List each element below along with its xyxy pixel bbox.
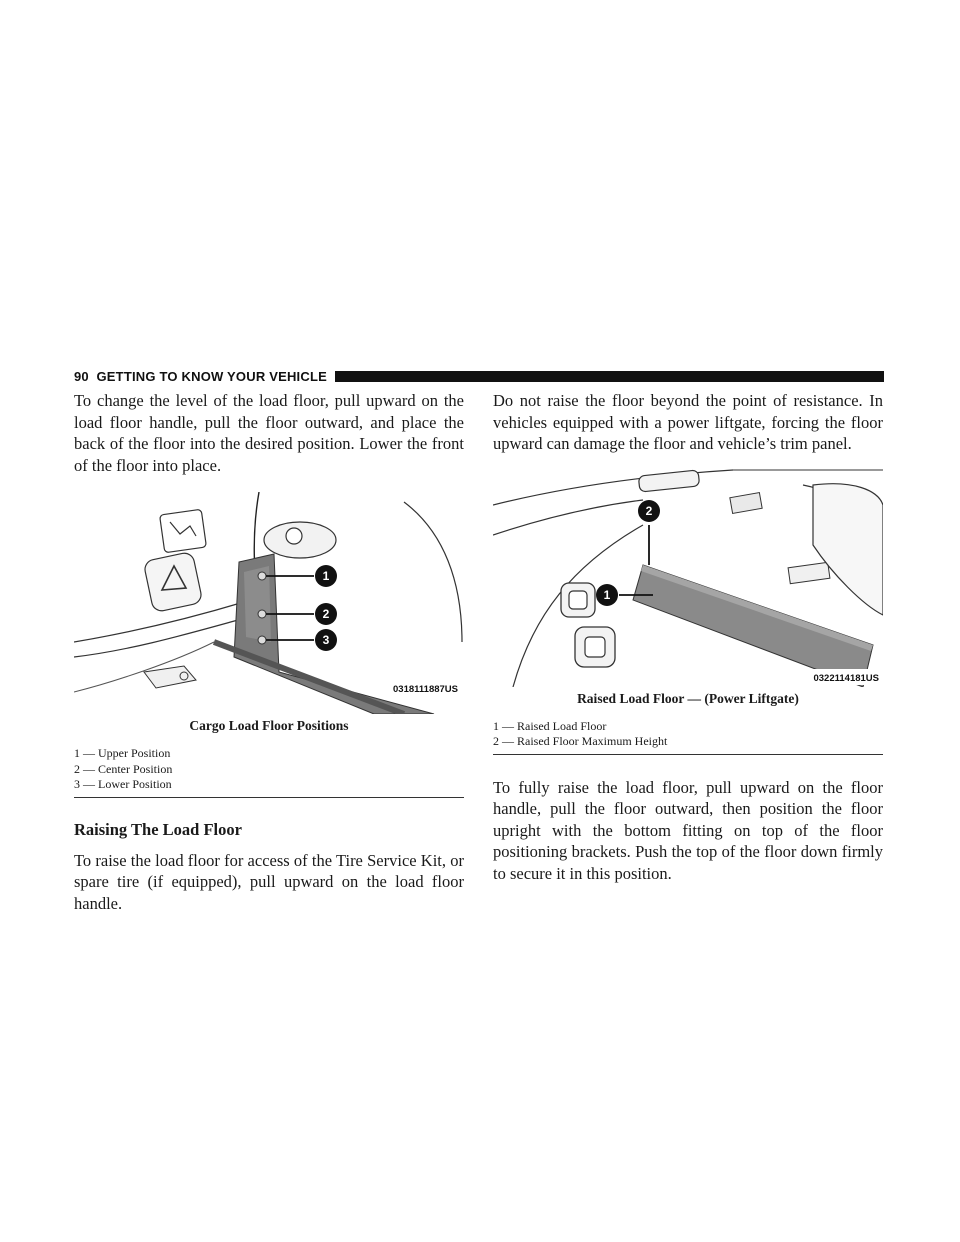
page-header: [74, 367, 884, 385]
legend-item: 2 — Center Position: [74, 761, 173, 776]
cargo-load-floor-figure: [74, 492, 464, 798]
section-title: GETTING TO KNOW YOUR VEHICLE: [96, 368, 327, 384]
right-body-paragraph: To fully raise the load floor, pull upward on the floor handle, pull the floor outward, then position the floor upright with the bottom fitting on top of the floor positioning brackets. Push the top of the floor down firmly to secure it in this position.: [493, 777, 883, 883]
svg-text:1: 1: [603, 587, 611, 602]
section-body: To raise the load floor for access of the Tire Service Kit, or spare tire (if equipped), pull upward on the load floor handle.: [74, 850, 464, 913]
section-heading: Raising The Load Floor: [74, 819, 242, 839]
callout-3: [315, 629, 337, 651]
figure-caption: Cargo Load Floor Positions: [189, 718, 349, 733]
header-text: [74, 369, 327, 384]
cargo-load-floor-illustration: [74, 492, 464, 714]
raised-load-floor-figure: [493, 465, 883, 755]
callout-2: [638, 500, 660, 522]
callout-2: [315, 603, 337, 625]
figure-caption: Raised Load Floor — (Power Liftgate): [577, 690, 799, 706]
right-intro-paragraph: Do not raise the floor beyond the point of resistance. In vehicles equipped with a power liftgate, forcing the floor upward can damage the floor and vehicle’s trim panel.: [493, 391, 883, 453]
legend-item: 1 — Raised Load Floor: [493, 718, 607, 733]
legend-item: 3 — Lower Position: [74, 777, 172, 791]
left-column: [74, 390, 464, 914]
callout-1: [596, 584, 618, 606]
right-column: [493, 390, 883, 884]
figure-code: 0322114181US: [813, 672, 879, 684]
left-intro-paragraph: To change the level of the load floor, pull upward on the load floor handle, pull the floor outward, and place the back of the floor into the desired position. Lower the front of the floor into place.: [74, 391, 464, 475]
callout-1: [315, 565, 337, 587]
raised-load-floor-illustration: [493, 465, 883, 687]
svg-text:2: 2: [322, 607, 330, 621]
figure-code: 0318111887US: [393, 684, 458, 695]
page-number: 90: [74, 368, 89, 384]
header-rule: [335, 371, 884, 382]
legend-item: 1 — Upper Position: [74, 746, 171, 760]
legend-item: 2 — Raised Floor Maximum Height: [493, 734, 668, 748]
svg-text:2: 2: [645, 503, 653, 518]
svg-text:3: 3: [322, 633, 330, 647]
svg-text:1: 1: [322, 569, 330, 583]
